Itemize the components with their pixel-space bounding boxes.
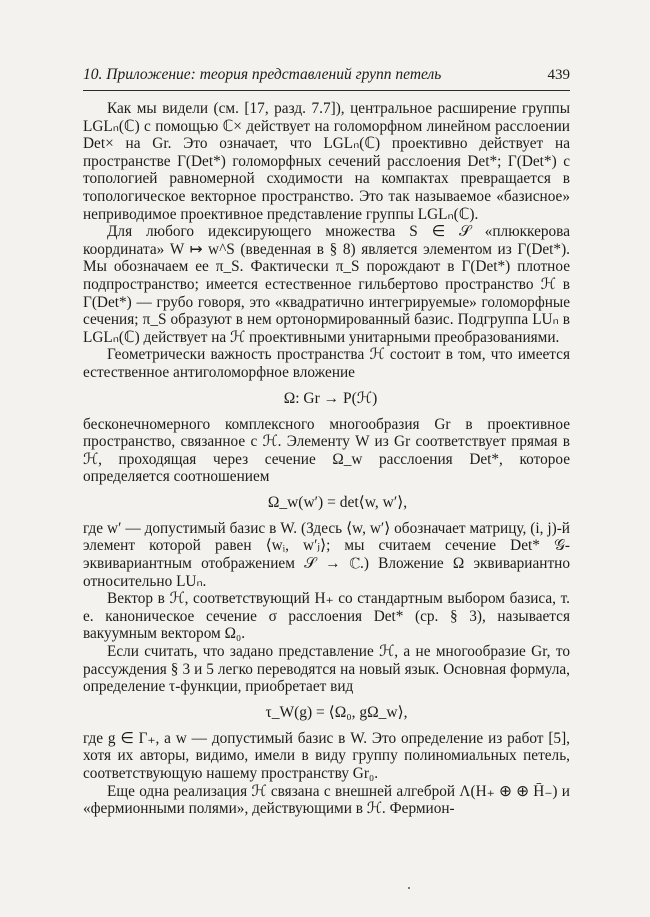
paragraph-2: Для любого идексирующего множества S ∈ 𝒮 «плюккерова координата» W ↦ w^S (введенная в § 8) является элементом из Γ(Det*). Мы обозначаем ее π_S. Фактически π_S порождают в Γ(Det*) плотное подпространство; имеется естественное гильбертово пространство ℋ в Γ(Det*) — грубо говоря, это «квадратично интегрируемые» голоморфные сечения; π_S образуют в нем ортонормированный базис. Подгруппа LUₙ в LGLₙ(ℂ) действует на ℋ проективными унитарными преобразованиями. bbox=[83, 223, 570, 346]
paragraph-9: Еще одна реализация ℋ связана с внешней алгеброй Λ(H₊ ⊕ ⊕ H̄₋) и «фермионными полями», действующими в ℋ. Фермион- bbox=[83, 782, 570, 818]
print-speck bbox=[408, 887, 410, 889]
paragraph-1: Как мы видели (см. [17, разд. 7.7]), центральное расширение группы LGLₙ(ℂ) с помощью ℂ× действует на голоморфном линейном расслоении Det× на Gr. Это означает, что LGLₙ(ℂ) проективно действует на пространстве Γ(Det*) голоморфных сечений расслоения Det*; Γ(Det*) с топологией равномерной сходимости на компактах превращается в топологическое векторное пространство. Это так называемое «базисное» неприводимое проективное представление группы LGLₙ(ℂ). bbox=[83, 100, 570, 223]
paragraph-5: где w′ — допустимый базис в W. (Здесь ⟨w, w′⟩ обозначает матрицу, (i, j)-й элемент которой равен ⟨wᵢ, w′ⱼ⟩; мы считаем сечение Det* 𝒢-эквивариантным отображением 𝒮 → ℂ.) Вложение Ω эквивариантно относительно LUₙ. bbox=[83, 519, 570, 590]
paragraph-6: Вектор в ℋ, соответствующий H₊ со стандартным выбором базиса, т. е. каноническое сечение σ расслоения Det* (ср. § 3), называется вакуумным вектором Ω₀. bbox=[83, 590, 570, 643]
paragraph-4: бесконечномерного комплексного многообразия Gr в проективное пространство, связанное с ℋ. Элементу W из Gr соответствует прямая в ℋ, проходящая через сечение Ω_w расслоения Det*, которое определяется соотношением bbox=[83, 415, 570, 486]
paragraph-7: Если считать, что задано представление ℋ, а не многообразие Gr, то рассуждения § 3 и 5 легко переводятся на новый язык. Основная формула, определение τ-функции, приобретает вид bbox=[83, 643, 570, 696]
formula-section: Ω_w(w′) = det⟨w, w′⟩, bbox=[267, 493, 408, 511]
page-body bbox=[83, 100, 570, 818]
chapter-title: 10. Приложение: теория представлений групп петель bbox=[83, 66, 442, 83]
paragraph-3: Геометрически важность пространства ℋ состоит в том, что имеется естественное антиголоморфное вложение bbox=[83, 346, 570, 381]
page-number: 439 bbox=[547, 67, 570, 83]
formula-embedding: Ω: Gr → P(ℋ) bbox=[283, 389, 378, 407]
paragraph-8: где g ∈ Γ₊, а w — допустимый базис в W. Это определение из работ [5], хотя их авторы, видимо, имели в виду группу полиномиальных петель, соответствующую нашему пространству Gr₀. bbox=[83, 729, 570, 782]
running-head bbox=[83, 66, 570, 91]
formula-tau-function: τ_W(g) = ⟨Ω₀, gΩ_w⟩, bbox=[265, 703, 408, 721]
